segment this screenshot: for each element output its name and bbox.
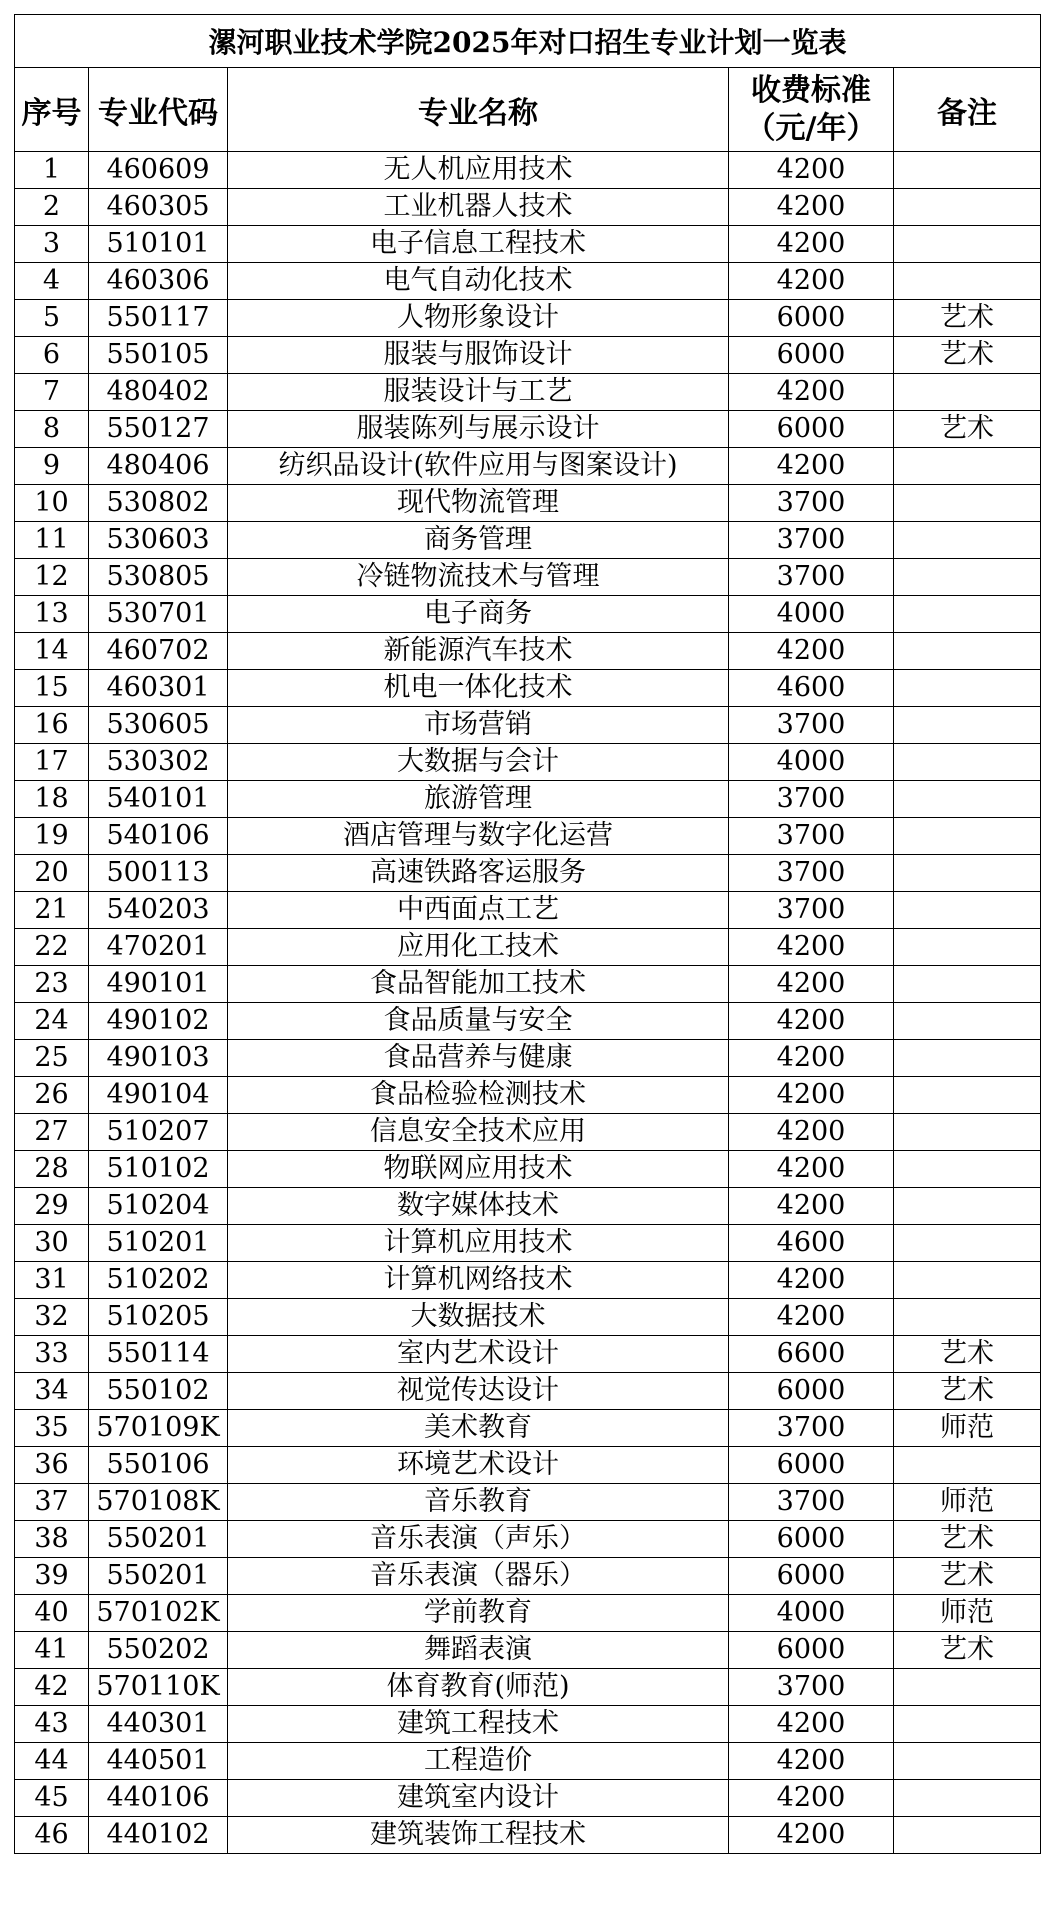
cell-no: 26 (15, 1077, 89, 1114)
cell-note (894, 374, 1041, 411)
table-row (15, 818, 1041, 855)
cell-name: 音乐表演（器乐） (228, 1558, 729, 1595)
cell-fee: 4200 (729, 1299, 894, 1336)
cell-fee: 6000 (729, 411, 894, 448)
cell-name: 工程造价 (228, 1743, 729, 1780)
cell-name: 新能源汽车技术 (228, 633, 729, 670)
cell-no: 17 (15, 744, 89, 781)
cell-no: 36 (15, 1447, 89, 1484)
table-row (15, 1262, 1041, 1299)
cell-name: 环境艺术设计 (228, 1447, 729, 1484)
cell-fee: 4200 (729, 1262, 894, 1299)
cell-note (894, 966, 1041, 1003)
cell-code: 550106 (89, 1447, 228, 1484)
table-row (15, 855, 1041, 892)
cell-name: 冷链物流技术与管理 (228, 559, 729, 596)
cell-no: 18 (15, 781, 89, 818)
cell-name: 数字媒体技术 (228, 1188, 729, 1225)
cell-name: 服装陈列与展示设计 (228, 411, 729, 448)
cell-fee: 3700 (729, 1410, 894, 1447)
cell-name: 服装设计与工艺 (228, 374, 729, 411)
cell-code: 440102 (89, 1817, 228, 1854)
cell-fee: 6000 (729, 1632, 894, 1669)
cell-no: 5 (15, 300, 89, 337)
cell-note (894, 707, 1041, 744)
cell-code: 570102K (89, 1595, 228, 1632)
cell-name: 音乐教育 (228, 1484, 729, 1521)
table-row (15, 1299, 1041, 1336)
table-row (15, 485, 1041, 522)
cell-code: 530603 (89, 522, 228, 559)
cell-fee: 4200 (729, 1743, 894, 1780)
cell-fee: 6000 (729, 300, 894, 337)
cell-code: 510101 (89, 226, 228, 263)
cell-name: 现代物流管理 (228, 485, 729, 522)
cell-no: 44 (15, 1743, 89, 1780)
cell-code: 530302 (89, 744, 228, 781)
cell-no: 9 (15, 448, 89, 485)
table-row (15, 744, 1041, 781)
cell-code: 550127 (89, 411, 228, 448)
cell-fee: 3700 (729, 781, 894, 818)
cell-code: 550105 (89, 337, 228, 374)
cell-code: 460609 (89, 152, 228, 189)
cell-name: 应用化工技术 (228, 929, 729, 966)
cell-fee: 4200 (729, 448, 894, 485)
cell-code: 460306 (89, 263, 228, 300)
cell-code: 440501 (89, 1743, 228, 1780)
cell-name: 视觉传达设计 (228, 1373, 729, 1410)
table-row (15, 337, 1041, 374)
cell-note: 艺术 (894, 300, 1041, 337)
cell-fee: 3700 (729, 522, 894, 559)
cell-no: 14 (15, 633, 89, 670)
cell-code: 510205 (89, 1299, 228, 1336)
cell-note (894, 1780, 1041, 1817)
table-row (15, 522, 1041, 559)
table-row (15, 1114, 1041, 1151)
table-row (15, 189, 1041, 226)
cell-fee: 4200 (729, 1040, 894, 1077)
cell-fee: 6000 (729, 1373, 894, 1410)
cell-fee: 4000 (729, 596, 894, 633)
cell-fee: 3700 (729, 818, 894, 855)
cell-note (894, 596, 1041, 633)
cell-fee: 4200 (729, 1188, 894, 1225)
cell-no: 10 (15, 485, 89, 522)
header-fee (729, 68, 894, 152)
table-row (15, 411, 1041, 448)
table-row (15, 152, 1041, 189)
cell-no: 41 (15, 1632, 89, 1669)
cell-fee: 4200 (729, 1817, 894, 1854)
cell-note (894, 559, 1041, 596)
cell-name: 电子商务 (228, 596, 729, 633)
table-row (15, 1410, 1041, 1447)
cell-no: 40 (15, 1595, 89, 1632)
table-row (15, 1521, 1041, 1558)
header-row (15, 68, 1041, 152)
cell-note: 师范 (894, 1410, 1041, 1447)
cell-no: 1 (15, 152, 89, 189)
cell-no: 3 (15, 226, 89, 263)
table-title: 漯河职业技术学院2025年对口招生专业计划一览表 (15, 15, 1041, 68)
cell-fee: 4200 (729, 1706, 894, 1743)
table-row (15, 1151, 1041, 1188)
cell-no: 37 (15, 1484, 89, 1521)
cell-name: 舞蹈表演 (228, 1632, 729, 1669)
cell-name: 纺织品设计(软件应用与图案设计) (228, 448, 729, 485)
cell-name: 旅游管理 (228, 781, 729, 818)
cell-no: 42 (15, 1669, 89, 1706)
cell-note (894, 855, 1041, 892)
cell-note (894, 152, 1041, 189)
cell-note (894, 189, 1041, 226)
table-row (15, 1225, 1041, 1262)
table-row (15, 1040, 1041, 1077)
table-row (15, 892, 1041, 929)
cell-code: 490103 (89, 1040, 228, 1077)
cell-fee: 4000 (729, 1595, 894, 1632)
cell-code: 530701 (89, 596, 228, 633)
cell-no: 7 (15, 374, 89, 411)
table-row (15, 1373, 1041, 1410)
cell-name: 计算机应用技术 (228, 1225, 729, 1262)
cell-note: 艺术 (894, 411, 1041, 448)
table-row (15, 781, 1041, 818)
header-name: 专业名称 (228, 68, 729, 152)
cell-name: 机电一体化技术 (228, 670, 729, 707)
cell-fee: 4200 (729, 263, 894, 300)
cell-name: 食品营养与健康 (228, 1040, 729, 1077)
cell-fee: 4200 (729, 1151, 894, 1188)
cell-no: 21 (15, 892, 89, 929)
cell-note (894, 1188, 1041, 1225)
cell-note: 师范 (894, 1595, 1041, 1632)
cell-fee: 3700 (729, 707, 894, 744)
table-row (15, 1447, 1041, 1484)
cell-code: 570108K (89, 1484, 228, 1521)
table-row (15, 1743, 1041, 1780)
title-row (15, 15, 1041, 68)
header-no: 序号 (15, 68, 89, 152)
table-row (15, 966, 1041, 1003)
cell-fee: 4000 (729, 744, 894, 781)
cell-name: 中西面点工艺 (228, 892, 729, 929)
cell-code: 550117 (89, 300, 228, 337)
cell-fee: 6000 (729, 1558, 894, 1595)
cell-code: 540106 (89, 818, 228, 855)
cell-note (894, 1706, 1041, 1743)
cell-no: 11 (15, 522, 89, 559)
cell-fee: 3700 (729, 1669, 894, 1706)
cell-code: 490104 (89, 1077, 228, 1114)
cell-note: 艺术 (894, 337, 1041, 374)
cell-note (894, 818, 1041, 855)
cell-no: 12 (15, 559, 89, 596)
cell-no: 4 (15, 263, 89, 300)
cell-no: 43 (15, 1706, 89, 1743)
cell-no: 15 (15, 670, 89, 707)
cell-fee: 4200 (729, 633, 894, 670)
cell-name: 服装与服饰设计 (228, 337, 729, 374)
cell-name: 酒店管理与数字化运营 (228, 818, 729, 855)
header-fee-line2: （元/年） (745, 110, 877, 146)
cell-fee: 3700 (729, 1484, 894, 1521)
cell-code: 540101 (89, 781, 228, 818)
cell-note (894, 1447, 1041, 1484)
table-row (15, 633, 1041, 670)
cell-no: 25 (15, 1040, 89, 1077)
cell-fee: 4200 (729, 1077, 894, 1114)
cell-code: 570110K (89, 1669, 228, 1706)
table-row (15, 448, 1041, 485)
cell-fee: 4200 (729, 1114, 894, 1151)
table-row (15, 929, 1041, 966)
table-row (15, 1188, 1041, 1225)
table-row (15, 1632, 1041, 1669)
cell-no: 16 (15, 707, 89, 744)
cell-code: 510102 (89, 1151, 228, 1188)
table-row (15, 1595, 1041, 1632)
table-row (15, 1558, 1041, 1595)
table-row (15, 1780, 1041, 1817)
cell-fee: 6000 (729, 1521, 894, 1558)
cell-no: 33 (15, 1336, 89, 1373)
cell-code: 480402 (89, 374, 228, 411)
cell-fee: 4200 (729, 966, 894, 1003)
cell-fee: 3700 (729, 892, 894, 929)
cell-no: 8 (15, 411, 89, 448)
cell-no: 19 (15, 818, 89, 855)
cell-no: 45 (15, 1780, 89, 1817)
cell-name: 美术教育 (228, 1410, 729, 1447)
cell-code: 570109K (89, 1410, 228, 1447)
enrollment-plan-sheet (14, 14, 1040, 1854)
cell-name: 建筑装饰工程技术 (228, 1817, 729, 1854)
cell-name: 大数据与会计 (228, 744, 729, 781)
table-row (15, 1817, 1041, 1854)
cell-no: 39 (15, 1558, 89, 1595)
table-row (15, 300, 1041, 337)
table-row (15, 559, 1041, 596)
cell-fee: 4200 (729, 189, 894, 226)
cell-code: 540203 (89, 892, 228, 929)
cell-no: 24 (15, 1003, 89, 1040)
cell-code: 440106 (89, 1780, 228, 1817)
cell-fee: 4200 (729, 929, 894, 966)
cell-code: 550114 (89, 1336, 228, 1373)
cell-fee: 6600 (729, 1336, 894, 1373)
cell-name: 物联网应用技术 (228, 1151, 729, 1188)
cell-code: 510202 (89, 1262, 228, 1299)
cell-name: 电气自动化技术 (228, 263, 729, 300)
cell-note: 艺术 (894, 1521, 1041, 1558)
cell-fee: 3700 (729, 485, 894, 522)
cell-no: 46 (15, 1817, 89, 1854)
cell-code: 490101 (89, 966, 228, 1003)
cell-note (894, 1262, 1041, 1299)
cell-code: 530802 (89, 485, 228, 522)
cell-code: 510201 (89, 1225, 228, 1262)
cell-note (894, 1077, 1041, 1114)
cell-fee: 3700 (729, 559, 894, 596)
cell-note (894, 670, 1041, 707)
cell-name: 室内艺术设计 (228, 1336, 729, 1373)
cell-fee: 6000 (729, 337, 894, 374)
table-row (15, 226, 1041, 263)
cell-note (894, 1669, 1041, 1706)
table-row (15, 1484, 1041, 1521)
cell-no: 29 (15, 1188, 89, 1225)
cell-code: 550201 (89, 1558, 228, 1595)
cell-name: 信息安全技术应用 (228, 1114, 729, 1151)
cell-note (894, 1040, 1041, 1077)
cell-code: 470201 (89, 929, 228, 966)
cell-no: 22 (15, 929, 89, 966)
table-row (15, 670, 1041, 707)
cell-note: 艺术 (894, 1632, 1041, 1669)
cell-code: 440301 (89, 1706, 228, 1743)
cell-code: 500113 (89, 855, 228, 892)
cell-note (894, 633, 1041, 670)
cell-note (894, 1743, 1041, 1780)
cell-note: 师范 (894, 1484, 1041, 1521)
cell-fee: 4200 (729, 1780, 894, 1817)
cell-code: 530805 (89, 559, 228, 596)
cell-name: 食品质量与安全 (228, 1003, 729, 1040)
cell-fee: 6000 (729, 1447, 894, 1484)
cell-name: 建筑工程技术 (228, 1706, 729, 1743)
cell-name: 计算机网络技术 (228, 1262, 729, 1299)
table-row (15, 1336, 1041, 1373)
cell-code: 460702 (89, 633, 228, 670)
cell-code: 530605 (89, 707, 228, 744)
cell-name: 食品智能加工技术 (228, 966, 729, 1003)
cell-no: 2 (15, 189, 89, 226)
cell-note (894, 522, 1041, 559)
cell-code: 510207 (89, 1114, 228, 1151)
cell-name: 体育教育(师范) (228, 1669, 729, 1706)
cell-name: 食品检验检测技术 (228, 1077, 729, 1114)
cell-name: 无人机应用技术 (228, 152, 729, 189)
cell-note (894, 1114, 1041, 1151)
cell-note: 艺术 (894, 1373, 1041, 1410)
table-row (15, 1077, 1041, 1114)
cell-no: 6 (15, 337, 89, 374)
table-row (15, 263, 1041, 300)
cell-code: 510204 (89, 1188, 228, 1225)
cell-note (894, 1817, 1041, 1854)
cell-fee: 4200 (729, 152, 894, 189)
cell-no: 32 (15, 1299, 89, 1336)
cell-fee: 4200 (729, 226, 894, 263)
cell-name: 高速铁路客运服务 (228, 855, 729, 892)
cell-name: 大数据技术 (228, 1299, 729, 1336)
cell-code: 480406 (89, 448, 228, 485)
table-body (15, 152, 1041, 1854)
cell-note: 艺术 (894, 1336, 1041, 1373)
cell-note (894, 1299, 1041, 1336)
header-note: 备注 (894, 68, 1041, 152)
cell-note (894, 892, 1041, 929)
cell-name: 市场营销 (228, 707, 729, 744)
cell-note (894, 485, 1041, 522)
cell-note: 艺术 (894, 1558, 1041, 1595)
cell-code: 460305 (89, 189, 228, 226)
cell-no: 13 (15, 596, 89, 633)
cell-note (894, 226, 1041, 263)
cell-no: 20 (15, 855, 89, 892)
cell-note (894, 744, 1041, 781)
cell-code: 550102 (89, 1373, 228, 1410)
cell-no: 31 (15, 1262, 89, 1299)
cell-note (894, 1003, 1041, 1040)
cell-fee: 4200 (729, 1003, 894, 1040)
cell-name: 人物形象设计 (228, 300, 729, 337)
cell-name: 电子信息工程技术 (228, 226, 729, 263)
cell-fee: 4200 (729, 374, 894, 411)
cell-note (894, 929, 1041, 966)
cell-no: 38 (15, 1521, 89, 1558)
cell-name: 学前教育 (228, 1595, 729, 1632)
cell-no: 34 (15, 1373, 89, 1410)
enrollment-plan-table (14, 14, 1041, 1854)
cell-note (894, 1151, 1041, 1188)
cell-no: 23 (15, 966, 89, 1003)
cell-fee: 4600 (729, 1225, 894, 1262)
cell-note (894, 1225, 1041, 1262)
cell-code: 550201 (89, 1521, 228, 1558)
header-code: 专业代码 (89, 68, 228, 152)
table-row (15, 596, 1041, 633)
cell-note (894, 263, 1041, 300)
cell-no: 35 (15, 1410, 89, 1447)
cell-code: 490102 (89, 1003, 228, 1040)
cell-name: 建筑室内设计 (228, 1780, 729, 1817)
cell-code: 460301 (89, 670, 228, 707)
cell-name: 商务管理 (228, 522, 729, 559)
cell-name: 工业机器人技术 (228, 189, 729, 226)
cell-no: 27 (15, 1114, 89, 1151)
cell-fee: 3700 (729, 855, 894, 892)
table-row (15, 1669, 1041, 1706)
cell-no: 28 (15, 1151, 89, 1188)
table-row (15, 1706, 1041, 1743)
header-fee-line1: 收费标准 (751, 72, 871, 108)
cell-note (894, 781, 1041, 818)
cell-code: 550202 (89, 1632, 228, 1669)
table-row (15, 707, 1041, 744)
cell-name: 音乐表演（声乐） (228, 1521, 729, 1558)
table-row (15, 1003, 1041, 1040)
cell-note (894, 448, 1041, 485)
cell-fee: 4600 (729, 670, 894, 707)
table-row (15, 374, 1041, 411)
cell-no: 30 (15, 1225, 89, 1262)
